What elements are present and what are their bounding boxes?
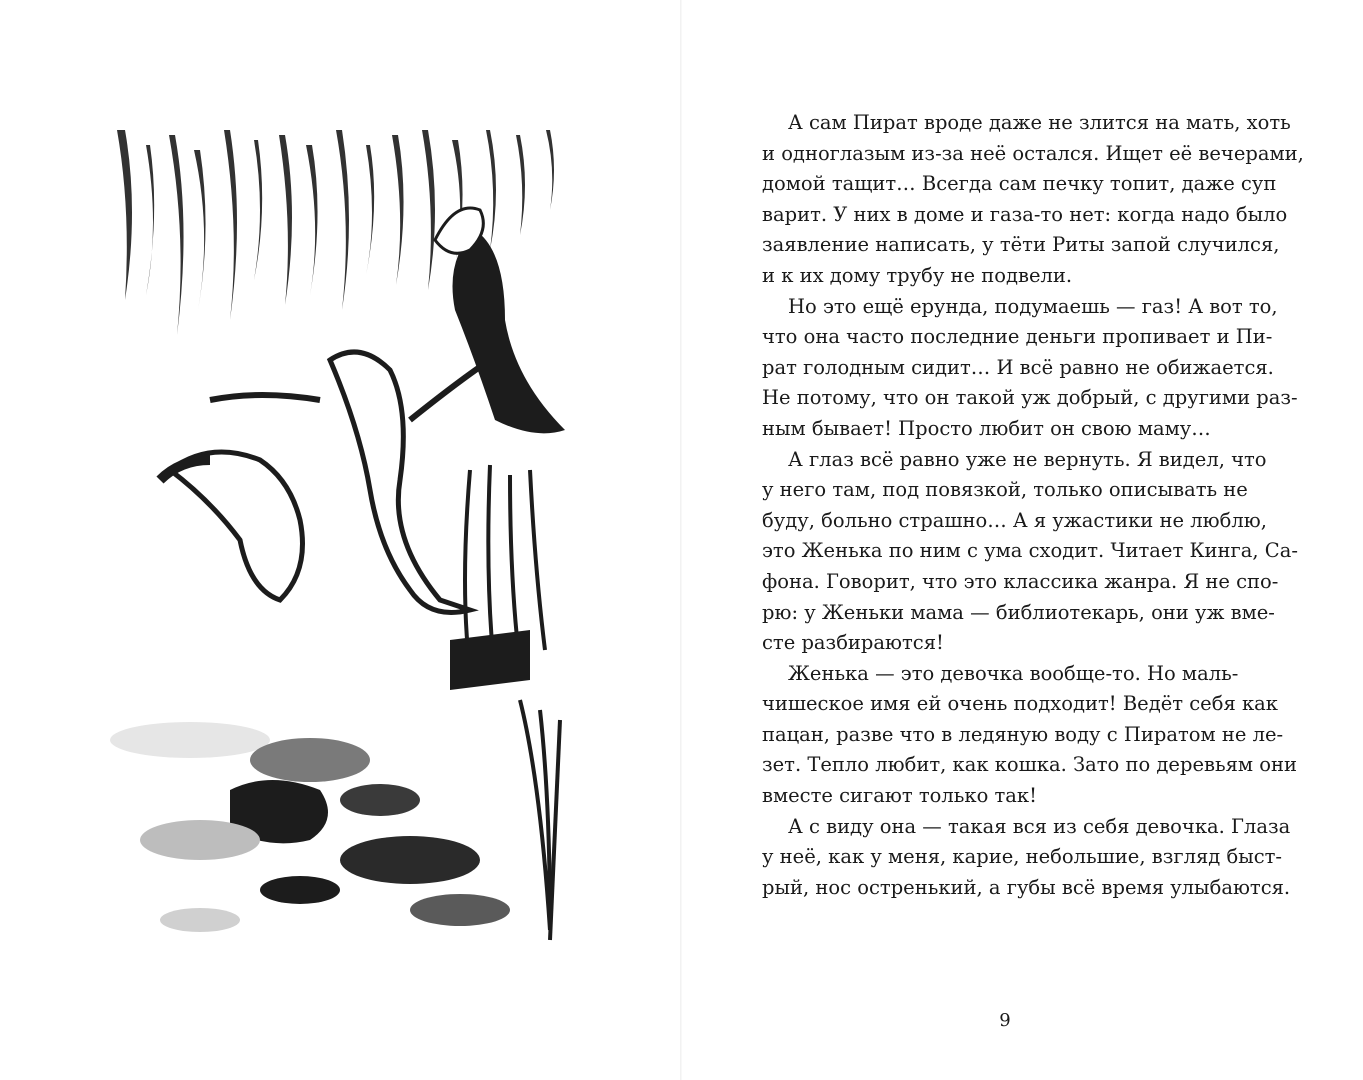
paragraph bbox=[762, 812, 1291, 904]
text-line: у неё, как у меня, карие, небольшие, взгляд быст- bbox=[762, 845, 1283, 869]
text-line: домой тащит… Всегда сам печку топит, даже суп bbox=[762, 172, 1277, 196]
tree-trunk bbox=[453, 230, 566, 433]
illustration-drawing bbox=[80, 100, 640, 960]
paragraph bbox=[762, 659, 1297, 812]
dock-plank bbox=[450, 630, 530, 690]
text-line: это Женька по ним с ума сходит. Читает Кинга, Са- bbox=[762, 539, 1298, 563]
page-gutter bbox=[680, 0, 682, 1080]
text-line: и к их дому трубу не подвели. bbox=[762, 263, 1073, 287]
text-line: рат голодным сидит… И всё равно не обижается. bbox=[762, 355, 1274, 379]
ink-illustration bbox=[80, 100, 640, 960]
text-line: рый, нос остренький, а губы всё время улыбаются. bbox=[762, 875, 1291, 899]
water-reflections bbox=[110, 722, 510, 932]
text-line: Женька — это девочка вообще-то. Но маль- bbox=[788, 661, 1239, 685]
text-line: Но это ещё ерунда, подумаешь — газ! А вот то, bbox=[788, 294, 1278, 318]
page-number: 9 bbox=[999, 1010, 1011, 1031]
text-line: сте разбираются! bbox=[762, 631, 944, 655]
reeds bbox=[465, 465, 560, 940]
text-line: чишеское имя ей очень подходит! Ведёт себя как bbox=[762, 692, 1278, 716]
text-line: заявление написать, у тёти Риты запой случился, bbox=[762, 233, 1280, 257]
text-line: А с виду она — такая вся из себя девочка. Глаза bbox=[788, 814, 1291, 838]
text-line: что она часто последние деньги пропивает и Пи- bbox=[762, 325, 1273, 349]
text-line: Не потому, что он такой уж добрый, с другими раз- bbox=[762, 386, 1298, 410]
text-line: варит. У них в доме и газа-то нет: когда надо было bbox=[762, 202, 1288, 226]
text-line: вместе сигают только так! bbox=[762, 784, 1037, 808]
text-line: фона. Говорит, что это классика жанра. Я не спо- bbox=[762, 569, 1279, 593]
text-line: ным бывает! Просто любит он свою маму… bbox=[762, 416, 1211, 440]
text-line: А глаз всё равно уже не вернуть. Я видел, что bbox=[788, 447, 1267, 471]
text-line: пацан, разве что в ледяную воду с Пиратом не ле- bbox=[762, 722, 1284, 746]
page-text bbox=[762, 108, 1304, 903]
text-line: буду, больно страшно… А я ужастики не люблю, bbox=[762, 508, 1267, 532]
paragraph bbox=[762, 445, 1298, 659]
text-line: у него там, под повязкой, только описывать не bbox=[762, 478, 1248, 502]
text-line: и одноглазым из-за неё остался. Ищет её вечерами, bbox=[762, 141, 1304, 165]
text-line: рю: у Женьки мама — библиотекарь, они уж вме- bbox=[762, 600, 1275, 624]
paragraph bbox=[762, 292, 1298, 445]
text-line: А сам Пират вроде даже не злится на мать, хоть bbox=[788, 111, 1291, 134]
paragraph bbox=[762, 108, 1304, 292]
text-line: зет. Тепло любит, как кошка. Зато по деревьям они bbox=[762, 753, 1297, 777]
diving-figure bbox=[170, 452, 303, 600]
